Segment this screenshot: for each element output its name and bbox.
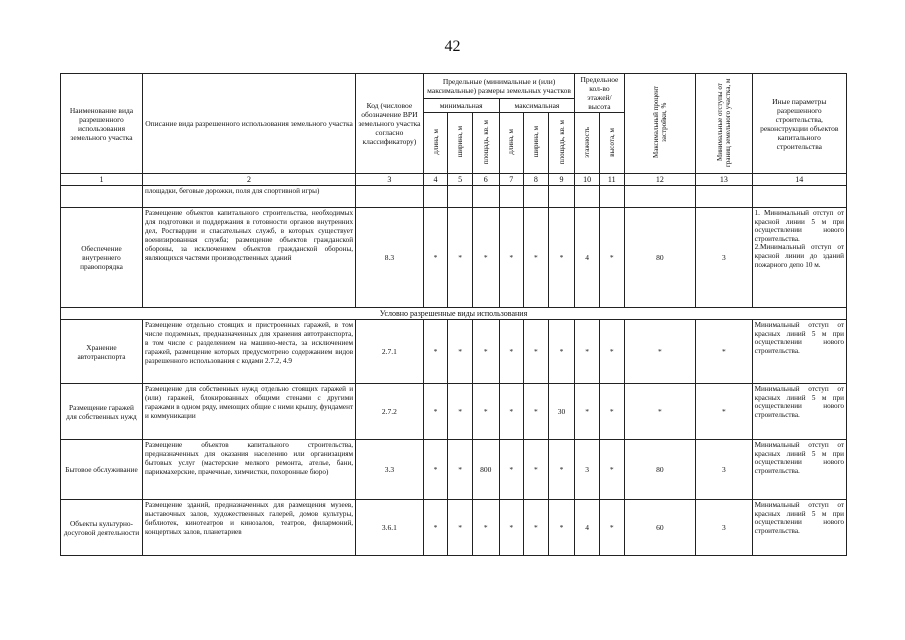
row-cell: * bbox=[548, 440, 575, 500]
row-cell: * bbox=[624, 320, 696, 384]
continued-description: площадки, беговые дорожки, поля для спортивной игры) bbox=[142, 186, 355, 208]
row-code: 2.7.2 bbox=[356, 384, 424, 440]
row-name: Бытовое обслуживание bbox=[61, 440, 143, 500]
row-cell: * bbox=[423, 208, 448, 308]
header-max-length: длина, м bbox=[499, 113, 524, 174]
continued-row bbox=[61, 186, 847, 208]
row-cell: 4 bbox=[575, 208, 600, 308]
column-number-row bbox=[61, 174, 847, 186]
row-name: Обеспечение внутреннего правопорядка bbox=[61, 208, 143, 308]
row-code: 3.3 bbox=[356, 440, 424, 500]
row-cell: * bbox=[575, 384, 600, 440]
page-number: 42 bbox=[444, 38, 461, 55]
table-row bbox=[61, 320, 847, 384]
row-cell: * bbox=[423, 320, 448, 384]
header-min: минимальная bbox=[423, 98, 499, 112]
row-cell: * bbox=[499, 208, 524, 308]
table-row bbox=[61, 500, 847, 556]
header-min-length: длина, м bbox=[423, 113, 448, 174]
row-cell: * bbox=[696, 320, 752, 384]
row-code: 2.7.1 bbox=[356, 320, 424, 384]
header-floors: Предельное кол-во этажей/ высота bbox=[575, 74, 624, 113]
row-cell: * bbox=[423, 440, 448, 500]
row-cell: * bbox=[548, 500, 575, 556]
header-max-area: площадь, кв. м bbox=[548, 113, 575, 174]
column-number: 7 bbox=[499, 174, 524, 186]
column-number: 10 bbox=[575, 174, 600, 186]
header-plot-limits: Предельные (минимальные и (или) максимальные) размеры земельных участков bbox=[423, 74, 575, 99]
header-max: максимальная bbox=[499, 98, 575, 112]
header-max-width: ширина, м bbox=[524, 113, 549, 174]
row-name: Размещение гаражей для собственных нужд bbox=[61, 384, 143, 440]
row-cell: * bbox=[448, 500, 473, 556]
row-cell: * bbox=[599, 384, 624, 440]
row-cell: * bbox=[448, 384, 473, 440]
row-cell: * bbox=[524, 208, 549, 308]
row-cell: * bbox=[448, 440, 473, 500]
header-row-1 bbox=[61, 74, 847, 99]
row-cell: * bbox=[599, 500, 624, 556]
row-cell: * bbox=[423, 384, 448, 440]
table-row bbox=[61, 440, 847, 500]
row-params: Минимальный отступ от красных линий 5 м при осуществлении нового строительства. bbox=[752, 320, 846, 384]
row-cell: 60 bbox=[624, 500, 696, 556]
table-row bbox=[61, 208, 847, 308]
row-cell: * bbox=[696, 384, 752, 440]
column-number: 12 bbox=[624, 174, 696, 186]
column-number: 3 bbox=[356, 174, 424, 186]
header-name: Наименование вида разрешенного использования земельного участка bbox=[61, 74, 143, 174]
row-description: Размещение объектов капитального строительства, предназначенных для оказания населению или организациям бытовых услуг (мастерские мелкого ремонта, ателье, бани, парикмахерские, прачечные, химчистки, похоронные бюро) bbox=[142, 440, 355, 500]
header-description: Описание вида разрешенного использования земельного участка bbox=[142, 74, 355, 174]
column-number: 13 bbox=[696, 174, 752, 186]
header-height: высота, м bbox=[599, 113, 624, 174]
row-cell: * bbox=[499, 384, 524, 440]
row-cell: 30 bbox=[548, 384, 575, 440]
header-code: Код (числовое обозначение ВРИ земельного участка согласно классификатору) bbox=[356, 74, 424, 174]
header-floor-count: этажность bbox=[575, 113, 600, 174]
row-cell: 80 bbox=[624, 440, 696, 500]
row-cell: 3 bbox=[575, 440, 600, 500]
row-cell: * bbox=[548, 208, 575, 308]
row-cell: * bbox=[448, 320, 473, 384]
row-cell: * bbox=[499, 440, 524, 500]
header-other-params: Иные параметры разрешенного строительства, реконструкции объектов капитального строительства bbox=[752, 74, 846, 174]
column-number: 5 bbox=[448, 174, 473, 186]
header-min-width: ширина, м bbox=[448, 113, 473, 174]
column-number: 2 bbox=[142, 174, 355, 186]
table-row bbox=[61, 384, 847, 440]
row-cell: * bbox=[575, 320, 600, 384]
header-min-area: площадь, кв. м bbox=[472, 113, 499, 174]
row-cell: * bbox=[499, 500, 524, 556]
header-density: Максимальный процент застройки, % bbox=[624, 74, 696, 174]
row-cell: * bbox=[472, 384, 499, 440]
column-number: 8 bbox=[524, 174, 549, 186]
row-cell: * bbox=[624, 384, 696, 440]
continued-name bbox=[61, 186, 143, 208]
row-cell: 3 bbox=[696, 208, 752, 308]
row-cell: * bbox=[548, 320, 575, 384]
row-cell: * bbox=[472, 320, 499, 384]
column-number: 6 bbox=[472, 174, 499, 186]
row-cell: * bbox=[599, 440, 624, 500]
row-cell: * bbox=[524, 440, 549, 500]
row-name: Хранение автотранспорта bbox=[61, 320, 143, 384]
row-description: Размещение отдельно стоящих и пристроенных гаражей, в том числе подземных, предназначенных для хранения автотранспорта, в том числе с разделением на машино-места, за исключением гаражей, размещение которых предусмотрено содержанием видов разрешенного использования с кодами 2.7.2, 4.9 bbox=[142, 320, 355, 384]
row-cell: * bbox=[448, 208, 473, 308]
row-cell: * bbox=[524, 500, 549, 556]
row-description: Размещение зданий, предназначенных для размещения музеев, выставочных залов, художественных галерей, домов культуры, библиотек, кинотеатров и кинозалов, театров, филармоний, концертных залов, планетариев bbox=[142, 500, 355, 556]
column-number: 11 bbox=[599, 174, 624, 186]
row-cell: 3 bbox=[696, 440, 752, 500]
row-code: 8.3 bbox=[356, 208, 424, 308]
row-code: 3.6.1 bbox=[356, 500, 424, 556]
row-params: 1. Минимальный отступ от красной линии 5 м при осуществлении нового строительства. 2.Минимальный отступ от красной линии до зданий пожарного депо 10 м. bbox=[752, 208, 846, 308]
row-cell: * bbox=[524, 384, 549, 440]
row-cell: * bbox=[472, 208, 499, 308]
row-description: Размещение для собственных нужд отдельно стоящих гаражей и (или) гаражей, блокированных общими стенами с другими гаражами в одном ряду, имеющих общие с ними крышу, фундамент и коммуникации bbox=[142, 384, 355, 440]
column-number: 1 bbox=[61, 174, 143, 186]
row-params: Минимальный отступ от красных линий 5 м при осуществлении нового строительства. bbox=[752, 500, 846, 556]
row-cell: 4 bbox=[575, 500, 600, 556]
row-cell: * bbox=[599, 208, 624, 308]
row-cell: * bbox=[499, 320, 524, 384]
section-row bbox=[61, 308, 847, 320]
row-name: Объекты культурно-досуговой деятельности bbox=[61, 500, 143, 556]
section-title: Условно разрешенные виды использования bbox=[61, 308, 847, 320]
header-setback: Минимальные отступы от границ земельного участка, м bbox=[696, 74, 752, 174]
row-cell: * bbox=[472, 500, 499, 556]
row-params: Минимальный отступ от красных линий 5 м при осуществлении нового строительства. bbox=[752, 440, 846, 500]
column-number: 14 bbox=[752, 174, 846, 186]
row-cell: 3 bbox=[696, 500, 752, 556]
regulations-table bbox=[60, 73, 847, 556]
row-cell: * bbox=[423, 500, 448, 556]
column-number: 4 bbox=[423, 174, 448, 186]
row-cell: 800 bbox=[472, 440, 499, 500]
row-cell: * bbox=[524, 320, 549, 384]
column-number: 9 bbox=[548, 174, 575, 186]
row-cell: * bbox=[599, 320, 624, 384]
row-cell: 80 bbox=[624, 208, 696, 308]
row-params: Минимальный отступ от красных линий 5 м при осуществлении нового строительства. bbox=[752, 384, 846, 440]
row-description: Размещение объектов капитального строительства, необходимых для подготовки и поддержания в готовности органов внутренних дел, Росгвардии и спасательных служб, в которых существует военизированная служба; размещение объектов гражданской обороны, за исключением объектов гражданской обороны, являющихся частями производственных зданий bbox=[142, 208, 355, 308]
